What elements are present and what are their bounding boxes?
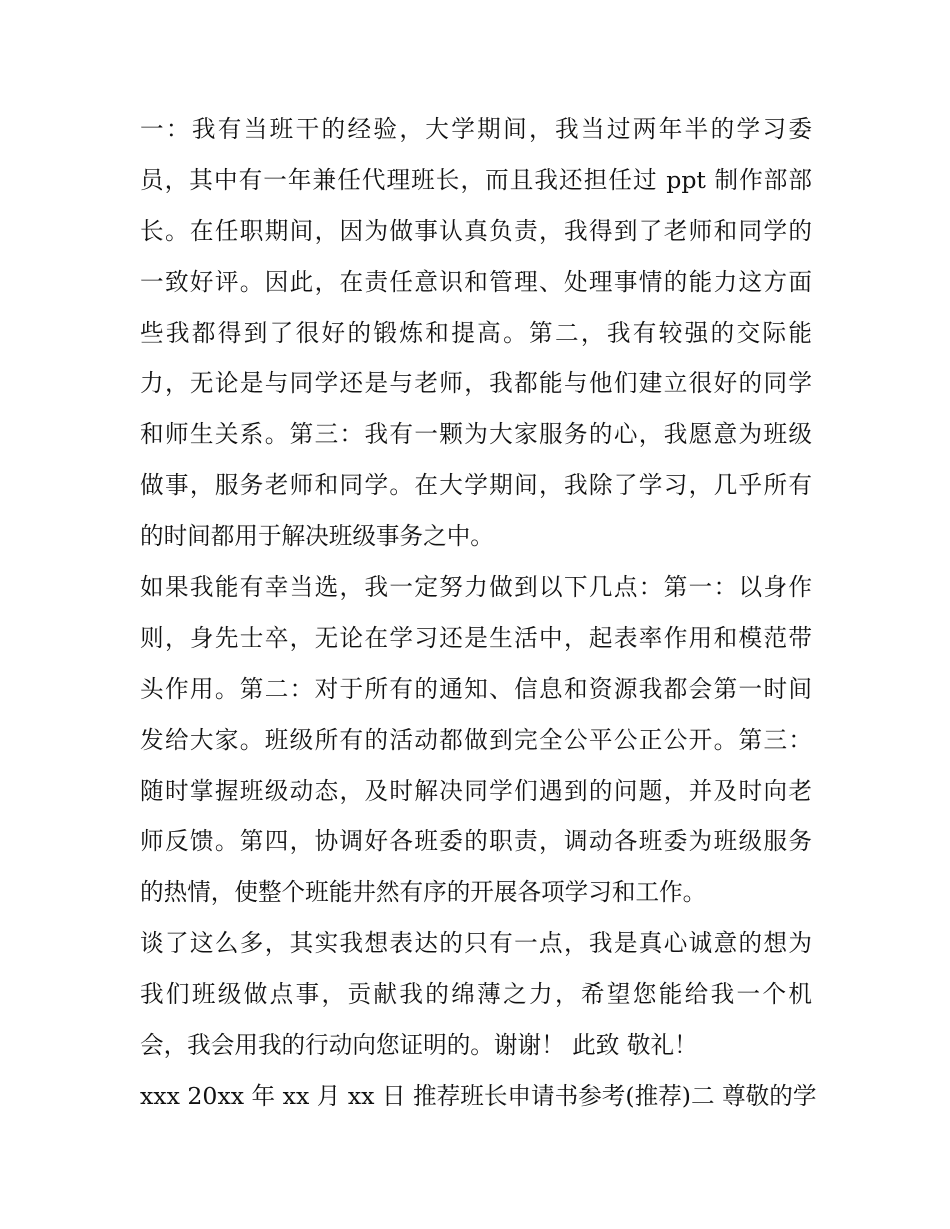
text-line-12: 头作用。第二：对于所有的通知、信息和资源我都会第一时间: [140, 674, 812, 703]
text-line-15: 师反馈。第四，协调好各班委的职责，调动各班委为班级服务: [140, 827, 812, 856]
text-line-20: xxx 20xx 年 xx 月 xx 日 推荐班长申请书参考(推荐)二 尊敬的学: [140, 1081, 817, 1110]
text-line-7: 和师生关系。第三：我有一颗为大家服务的心，我愿意为班级: [140, 420, 812, 449]
text-line-13: 发给大家。班级所有的活动都做到完全公平公正公开。第三：: [140, 725, 812, 754]
text-line-2: 员，其中有一年兼任代理班长，而且我还担任过 ppt 制作部部: [140, 165, 812, 194]
text-line-18: 我们班级做点事，贡献我的绵薄之力，希望您能给我一个机: [140, 980, 812, 1009]
text-line-8: 做事，服务老师和同学。在大学期间，我除了学习，几乎所有: [140, 471, 812, 500]
document-body: [140, 104, 817, 1122]
text-line-3: 长。在任职期间，因为做事认真负责，我得到了老师和同学的: [140, 216, 812, 245]
text-line-9: 的时间都用于解决班级事务之中。: [140, 522, 494, 551]
text-line-6: 力，无论是与同学还是与老师，我都能与他们建立很好的同学: [140, 369, 812, 398]
text-line-16: 的热情，使整个班能井然有序的开展各项学习和工作。: [140, 878, 707, 907]
text-line-5: 些我都得到了很好的锻炼和提高。第二，我有较强的交际能: [140, 318, 812, 347]
text-line-1: 一：我有当班干的经验，大学期间，我当过两年半的学习委: [140, 115, 812, 143]
text-line-10: 如果我能有幸当选，我一定努力做到以下几点：第一：以身作: [140, 573, 812, 602]
text-line-17: 谈了这么多，其实我想表达的只有一点，我是真心诚意的想为: [140, 929, 812, 958]
text-line-19: 会，我会用我的行动向您证明的。谢谢！ 此致 敬礼！: [140, 1031, 698, 1060]
text-line-11: 则，身先士卒，无论在学习还是生活中，起表率作用和模范带: [140, 623, 812, 652]
text-line-14: 随时掌握班级动态，及时解决同学们遇到的问题，并及时向老: [140, 776, 812, 805]
text-line-4: 一致好评。因此，在责任意识和管理、处理事情的能力这方面: [140, 267, 812, 296]
